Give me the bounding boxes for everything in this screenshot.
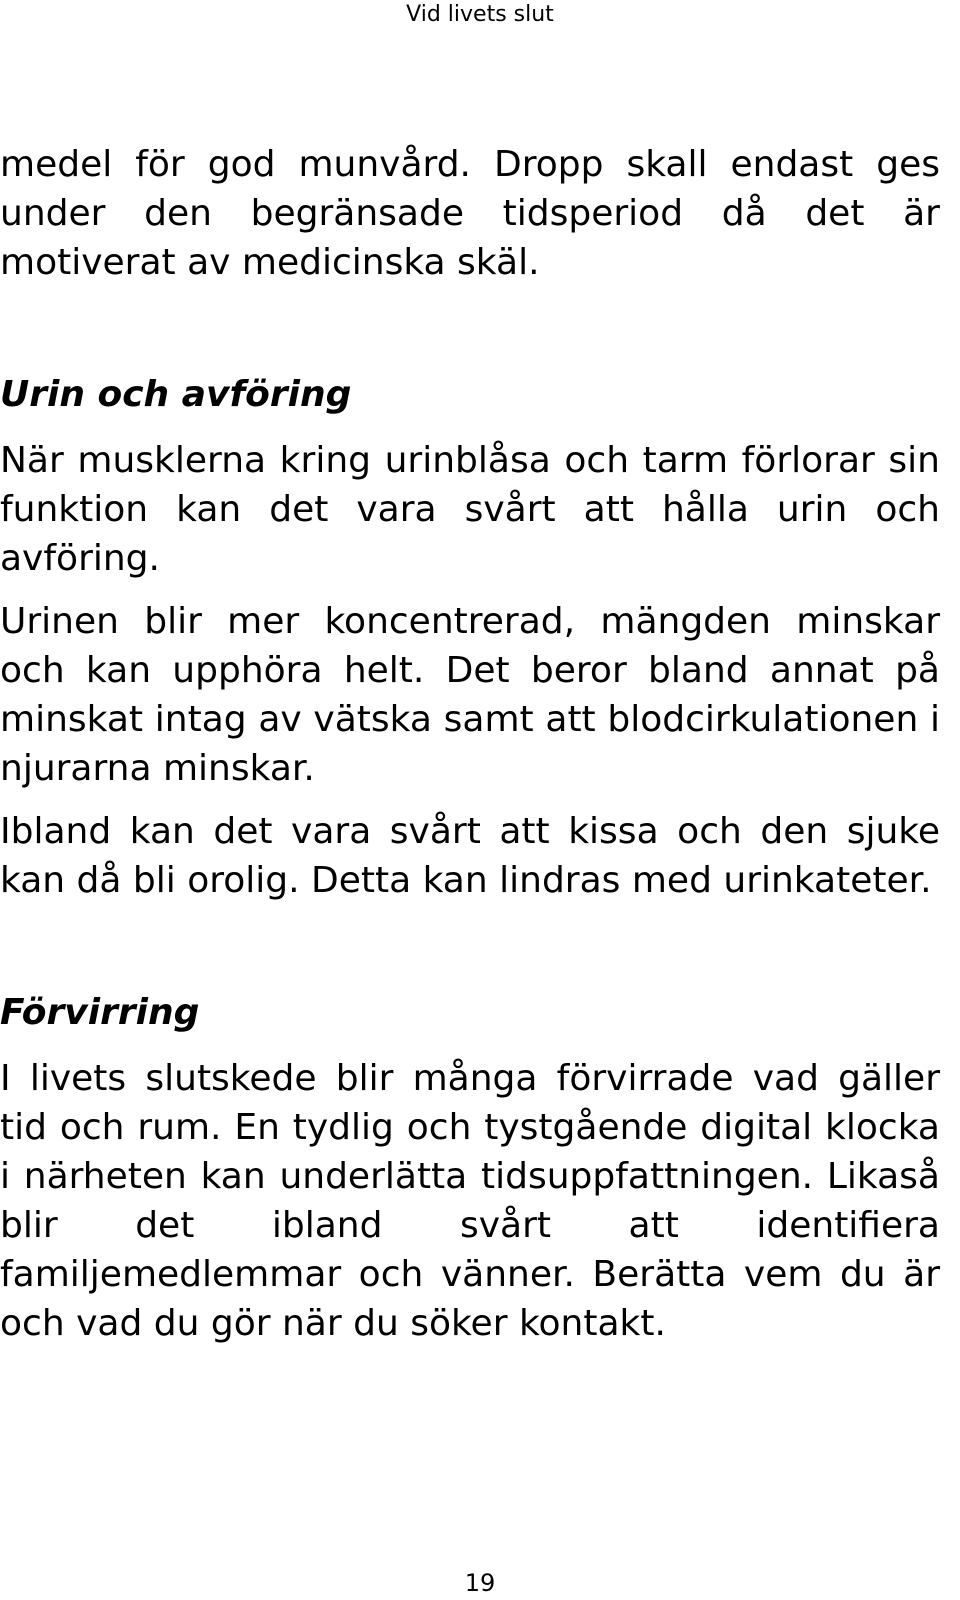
page-content	[0, 140, 940, 1348]
body-paragraph: Ibland kan det vara svårt att kissa och den sjuke kan då bli orolig. Detta kan lindras med urinkateter.	[0, 811, 940, 901]
body-paragraph: Urinen blir mer koncentrerad, mängden minskar och kan upphöra helt. Det beror bland annat på minskat intag av vätska samt att blodcirkulationen i njurarna minskar.	[0, 601, 940, 789]
page-number: 19	[464, 1569, 496, 1597]
running-header: Vid livets slut	[406, 2, 554, 27]
body-paragraph: När musklerna kring urinblåsa och tarm förlorar sin funktion kan det vara svårt att hålla urin och avföring.	[0, 440, 940, 579]
section-heading-urin-och-avforing: Urin och avföring	[0, 374, 352, 415]
body-paragraph: I livets slutskede blir många förvirrade vad gäller tid och rum. En tydlig och tystgående digital klocka i närheten kan underlätta tidsuppfattningen. Likaså blir det ibland svårt att identifiera familjemedlemmar och vänner. Berätta vem du är och vad du gör när du söker kontakt.	[0, 1058, 940, 1344]
section-heading-forvirring: Förvirring	[0, 992, 200, 1033]
body-paragraph: medel för god munvård. Dropp skall endast ges under den begränsade tidsperiod då det är motiverat av medicinska skäl.	[0, 144, 940, 283]
